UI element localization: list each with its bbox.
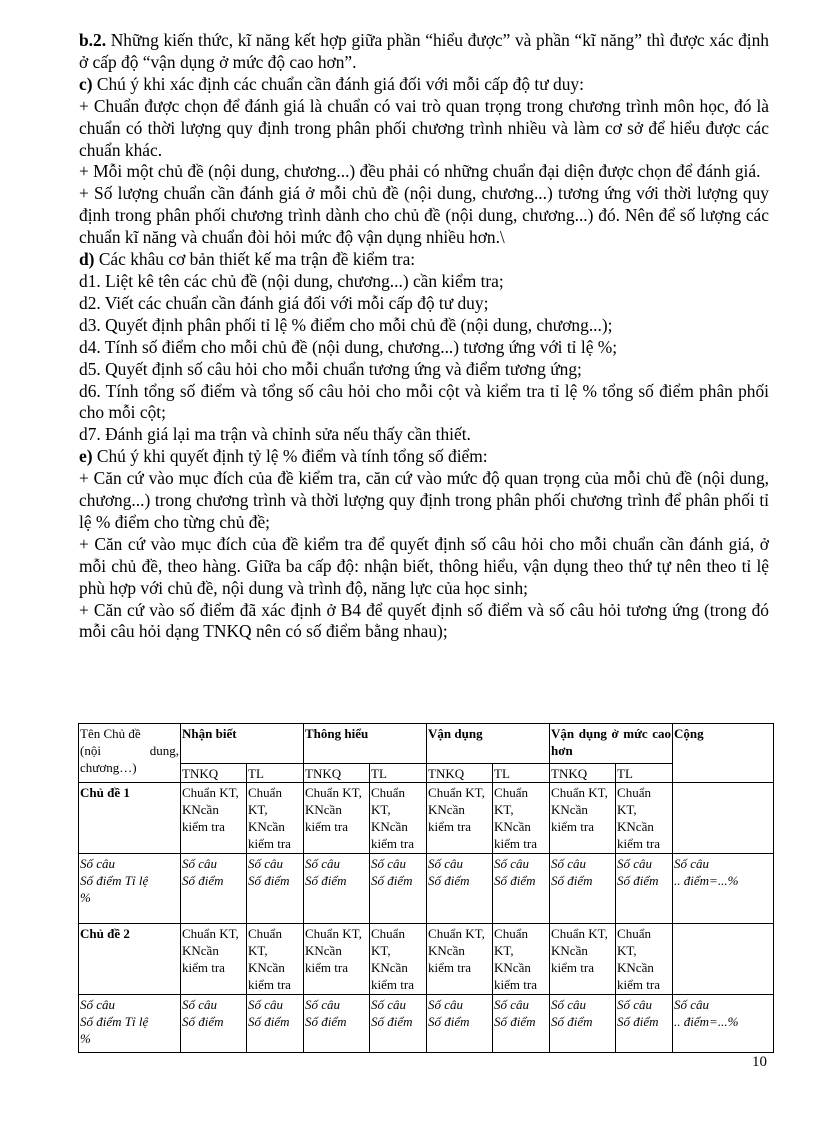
paragraph	[79, 424, 769, 446]
paragraph	[79, 381, 769, 425]
count-cell: Số câu Số điểm	[370, 854, 427, 924]
paragraph	[79, 293, 769, 315]
topic-2-label: Chủ đề 2	[79, 924, 181, 995]
paragraph-text: Chú ý khi quyết định tỷ lệ % điểm và tính tổng số điểm:	[92, 446, 488, 467]
paragraph-text: d5. Quyết định số câu hỏi cho mỗi chuẩn tương ứng và điểm tương ứng;	[79, 358, 582, 379]
count-cell: Số câu Số điểm	[370, 995, 427, 1053]
paragraph	[79, 249, 769, 271]
standard-cell: Chuẩn KT, KNcần kiểm tra	[304, 924, 370, 995]
total-cell-empty	[673, 924, 774, 995]
paragraph-marker: d)	[79, 249, 95, 270]
count-cell: Số câu Số điểm	[550, 995, 616, 1053]
count-label-line3: %	[80, 890, 91, 905]
paragraph-text: + Mỗi một chủ đề (nội dung, chương...) đều phải có những chuẩn đại diện được chọn để đánh giá.	[79, 161, 761, 182]
paragraph-text: d7. Đánh giá lại ma trận và chỉnh sửa nếu thấy cần thiết.	[79, 424, 471, 445]
standard-cell: Chuẩn KT, KNcần kiểm tra	[304, 783, 370, 854]
standard-cell: Chuẩn KT, KNcần kiểm tra	[247, 783, 304, 854]
paragraph	[79, 337, 769, 359]
count-cell: Số câu Số điểm	[304, 995, 370, 1053]
sub-tnkq-3: TNKQ	[427, 764, 493, 783]
paragraph	[79, 446, 769, 468]
count-cell: Số câu Số điểm	[181, 995, 247, 1053]
count-cell: Số câu Số điểm	[427, 854, 493, 924]
header-topic-line2-left: (nội	[80, 743, 101, 758]
paragraph	[79, 161, 769, 183]
standard-cell: Chuẩn KT, KNcần kiểm tra	[550, 924, 616, 995]
paragraph	[79, 74, 769, 96]
count-label-line3: %	[80, 1031, 91, 1046]
header-level-apply-high: Vận dụng ở mức cao hơn	[550, 724, 673, 764]
header-level-recognize: Nhận biết	[181, 724, 304, 764]
page-number: 10	[752, 1054, 767, 1070]
paragraph-text: + Chuẩn được chọn để đánh giá là chuẩn có vai trò quan trọng trong chương trình môn học, đó là chuẩn có thời lượng quy định trong phân phối chương trình nhiều và làm cơ sở để hiểu được các chuẩn khác.	[79, 95, 769, 160]
paragraph-text: Những kiến thức, kĩ năng kết hợp giữa phần “hiểu được” và phần “kĩ năng” thì được xác định ở cấp độ “vận dụng ở mức độ cao hơn”.	[79, 30, 769, 72]
count-cell: Số câu Số điểm	[493, 854, 550, 924]
count-cell: Số câu Số điểm	[247, 995, 304, 1053]
sub-tnkq-2: TNKQ	[304, 764, 370, 783]
paragraph-text: + Căn cứ vào mục đích của đề kiểm tra, căn cứ vào mức độ quan trọng của mỗi chủ đề (nội dung, chương...) trong chương trình và thời lượng quy định trong phân phối chương trình để phân phối tỉ lệ % điểm cho từng chủ đề;	[79, 468, 769, 532]
standard-cell: Chuẩn KT, KNcần kiểm tra	[247, 924, 304, 995]
count-label-line1: Số câu	[80, 856, 116, 871]
paragraph-text: d6. Tính tổng số điểm và tổng số câu hỏi cho mỗi cột và kiểm tra tỉ lệ % tổng số điểm phân phối cho mỗi cột;	[79, 380, 769, 423]
count-cell: Số câu Số điểm	[427, 995, 493, 1053]
paragraph	[79, 315, 769, 337]
subheader-row	[79, 764, 774, 783]
header-level-apply: Vận dụng	[427, 724, 550, 764]
test-matrix-table	[78, 723, 774, 1053]
paragraph-text: + Số lượng chuẩn cần đánh giá ở mỗi chủ đề (nội dung, chương...) tương ứng với thời lượng quy định trong phân phối chương trình dành cho chủ đề (nội dung, chương...) đó. Nên để số lượng các chuẩn kĩ năng và chuẩn đòi hỏi mức độ vận dụng nhiều hơn.\	[79, 183, 769, 248]
sub-tnkq-1: TNKQ	[181, 764, 247, 783]
paragraph	[79, 271, 769, 293]
header-topic-name	[79, 724, 181, 783]
paragraph	[79, 468, 769, 534]
count-total-cell: Số câu .. điểm=...%	[673, 854, 774, 924]
paragraph-text: d1. Liệt kê tên các chủ đề (nội dung, chương...) cần kiểm tra;	[79, 270, 504, 291]
paragraph-marker: e)	[79, 446, 93, 467]
sub-tl-4: TL	[616, 764, 673, 783]
paragraph-marker: c)	[79, 73, 93, 94]
topic-1-row	[79, 783, 774, 854]
paragraph-text: + Căn cứ vào mục đích của đề kiểm tra để quyết định số câu hỏi cho mỗi chuẩn cần đánh giá, ở mỗi chủ đề, theo hàng. Giữa ba cấp độ: nhận biết, thông hiểu, vận dụng theo thứ tự nên theo tỉ lệ phù hợp với chủ đề, nội dung và trình độ, năng lực của học sinh;	[79, 533, 769, 598]
topic-1-count-row	[79, 854, 774, 924]
sub-tl-2: TL	[370, 764, 427, 783]
count-cell: Số câu Số điểm	[181, 854, 247, 924]
count-label-line2: Số điểm Tỉ lệ	[80, 1014, 149, 1029]
header-topic-line2-right: dung,	[149, 743, 179, 758]
header-total: Cộng	[673, 724, 774, 783]
topic-2-count-row	[79, 995, 774, 1053]
sub-tl-1: TL	[247, 764, 304, 783]
header-level-understand: Thông hiểu	[304, 724, 427, 764]
count-cell: Số câu Số điểm	[616, 995, 673, 1053]
standard-cell: Chuẩn KT, KNcần kiểm tra	[427, 924, 493, 995]
paragraph-text: d3. Quyết định phân phối tỉ lệ % điểm cho mỗi chủ đề (nội dung, chương...);	[79, 314, 613, 335]
count-cell: Số câu Số điểm	[493, 995, 550, 1053]
paragraph-marker: b.2.	[79, 30, 107, 50]
paragraph	[79, 183, 769, 249]
total-cell-empty	[673, 783, 774, 854]
standard-cell: Chuẩn KT, KNcần kiểm tra	[370, 783, 427, 854]
paragraph	[79, 534, 769, 600]
standard-cell: Chuẩn KT, KNcần kiểm tra	[181, 783, 247, 854]
standard-cell: Chuẩn KT, KNcần kiểm tra	[550, 783, 616, 854]
paragraph	[79, 359, 769, 381]
count-label	[79, 854, 181, 924]
paragraph	[79, 600, 769, 644]
standard-cell: Chuẩn KT, KNcần kiểm tra	[493, 783, 550, 854]
topic-2-row	[79, 924, 774, 995]
count-label	[79, 995, 181, 1053]
header-topic-line2	[80, 742, 179, 759]
count-label-line1: Số câu	[80, 997, 116, 1012]
standard-cell: Chuẩn KT, KNcần kiểm tra	[370, 924, 427, 995]
paragraph	[79, 30, 769, 74]
standard-cell: Chuẩn KT, KNcần kiểm tra	[616, 783, 673, 854]
standard-cell: Chuẩn KT, KNcần kiểm tra	[493, 924, 550, 995]
standard-cell: Chuẩn KT, KNcần kiểm tra	[181, 924, 247, 995]
header-topic-line3: chương…)	[80, 760, 137, 775]
standard-cell: Chuẩn KT, KNcần kiểm tra	[616, 924, 673, 995]
document-body	[79, 30, 769, 643]
standard-cell: Chuẩn KT, KNcần kiểm tra	[427, 783, 493, 854]
header-row	[79, 724, 774, 764]
count-cell: Số câu Số điểm	[550, 854, 616, 924]
sub-tnkq-4: TNKQ	[550, 764, 616, 783]
header-topic-line1: Tên Chủ đề	[80, 726, 141, 741]
paragraph-text: Chú ý khi xác định các chuẩn cần đánh giá đối với mỗi cấp độ tư duy:	[92, 73, 584, 94]
paragraph-text: + Căn cứ vào số điểm đã xác định ở B4 để quyết định số điểm và số câu hỏi tương ứng (trong đó mỗi câu hỏi dạng TNKQ nên có số điểm bằng nhau);	[79, 599, 769, 642]
count-total-cell: Số câu .. điểm=...%	[673, 995, 774, 1053]
sub-tl-3: TL	[493, 764, 550, 783]
paragraph-text: Các khâu cơ bản thiết kế ma trận đề kiểm tra:	[94, 249, 416, 270]
count-label-line2: Số điểm Tỉ lệ	[80, 873, 149, 888]
paragraph-text: d2. Viết các chuẩn cần đánh giá đối với mỗi cấp độ tư duy;	[79, 292, 489, 313]
topic-1-label: Chủ đề 1	[79, 783, 181, 854]
count-cell: Số câu Số điểm	[247, 854, 304, 924]
paragraph	[79, 96, 769, 162]
count-cell: Số câu Số điểm	[616, 854, 673, 924]
count-cell: Số câu Số điểm	[304, 854, 370, 924]
paragraph-text: d4. Tính số điểm cho mỗi chủ đề (nội dung, chương...) tương ứng với tỉ lệ %;	[79, 336, 618, 357]
